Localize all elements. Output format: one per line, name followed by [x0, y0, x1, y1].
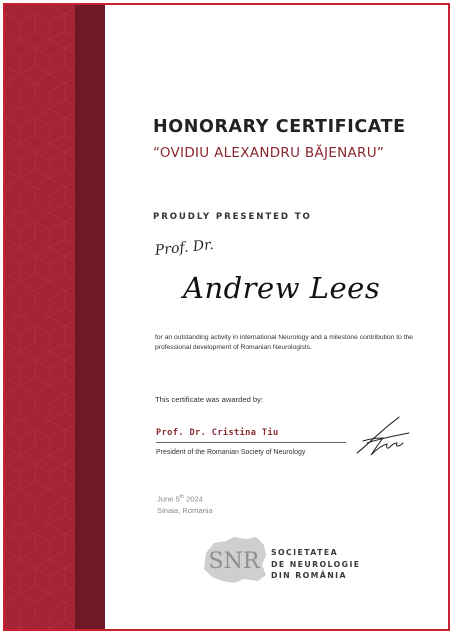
certificate-title: HONORARY CERTIFICATE: [153, 117, 406, 137]
decorative-side-band: [5, 5, 105, 629]
award-description: for an outstanding activity in international Neurology and a milestone contribution to the professional development of Romanian Neurologists.: [155, 334, 413, 351]
award-date: June 5th 2024: [157, 494, 203, 504]
recipient-name: Andrew Lees: [183, 271, 381, 305]
society-logo-text: [271, 547, 360, 582]
signer-name: Prof. Dr. Cristina Tiu: [156, 428, 279, 438]
handwritten-signature: [353, 413, 411, 465]
certificate-frame: [3, 3, 450, 631]
logo-line-2: DE NEUROLOGIE: [271, 559, 361, 569]
logo-line-1: SOCIETATEA: [271, 548, 339, 557]
logo-mark-text: SNR: [208, 549, 260, 574]
snr-logo-icon: [200, 535, 270, 585]
award-location: Sinaia, Romania: [157, 506, 213, 515]
signature-line: [156, 442, 346, 443]
logo-line-3: DIN ROMÂNIA: [271, 571, 347, 580]
awarded-by-label: This certificate was awarded by:: [155, 395, 264, 404]
presented-to-label: PROUDLY PRESENTED TO: [153, 212, 312, 222]
signer-role: President of the Romanian Society of Neurology: [156, 449, 306, 456]
recipient-prefix: Prof. Dr.: [154, 236, 215, 259]
certificate-subtitle: “OVIDIU ALEXANDRU BĂJENARU”: [153, 145, 385, 161]
